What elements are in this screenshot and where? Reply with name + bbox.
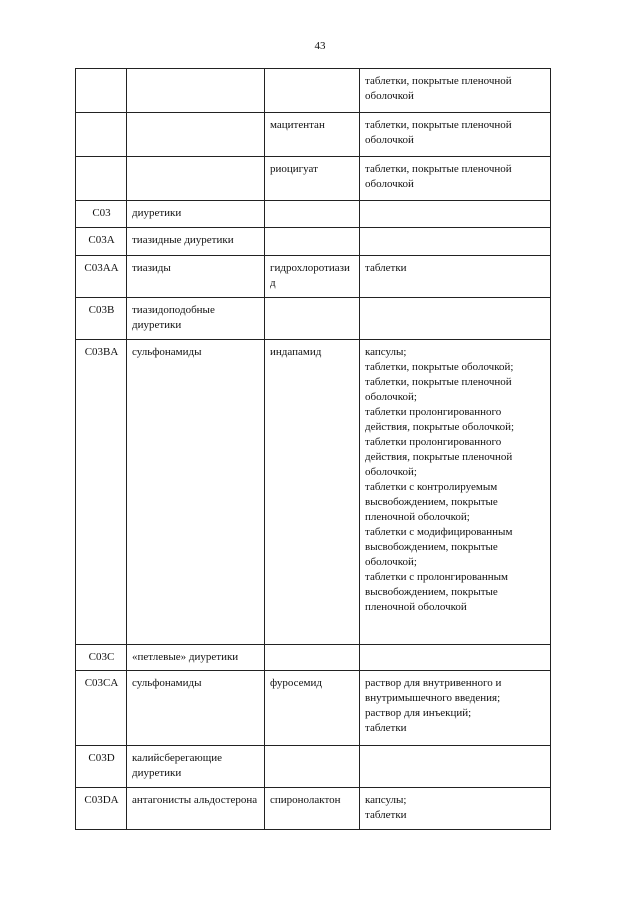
substance-cell: фуросемид bbox=[265, 671, 360, 746]
dosage-forms-cell bbox=[360, 298, 551, 340]
dosage-form-line: таблетки, покрытые оболочкой; bbox=[365, 361, 514, 373]
table-row bbox=[76, 256, 551, 298]
atc-group-name-cell: тиазидные диуретики bbox=[127, 228, 265, 256]
dosage-forms-cell bbox=[360, 157, 551, 201]
atc-code-cell: C03B bbox=[76, 298, 127, 340]
atc-code-cell bbox=[76, 157, 127, 201]
dosage-form-line: таблетки, покрытые пленочной оболочкой bbox=[365, 163, 512, 190]
table-row bbox=[76, 645, 551, 671]
dosage-form-line: таблетки bbox=[365, 809, 407, 821]
dosage-forms-cell bbox=[360, 645, 551, 671]
dosage-form-line: таблетки, покрытые пленочной оболочкой bbox=[365, 119, 512, 146]
dosage-form-line: таблетки с модифицированным высвобождением, покрытые оболочкой; bbox=[365, 526, 513, 568]
atc-group-name-cell: тиазидоподобные диуретики bbox=[127, 298, 265, 340]
dosage-form-line: капсулы; bbox=[365, 346, 407, 358]
dosage-form-line: раствор для внутривенного и внутримышечного введения; bbox=[365, 677, 502, 704]
atc-group-name-cell: антагонисты альдостерона bbox=[127, 788, 265, 830]
drug-table-body bbox=[76, 69, 551, 830]
dosage-forms-cell bbox=[360, 340, 551, 645]
table-row bbox=[76, 69, 551, 113]
substance-cell: гидрохлоротиазид bbox=[265, 256, 360, 298]
dosage-form-line: раствор для инъекций; bbox=[365, 707, 472, 719]
dosage-forms-cell bbox=[360, 256, 551, 298]
dosage-forms-cell bbox=[360, 201, 551, 228]
table-row bbox=[76, 113, 551, 157]
dosage-forms-cell bbox=[360, 788, 551, 830]
dosage-form-line: таблетки с пролонгированным высвобождением, покрытые пленочной оболочкой bbox=[365, 571, 509, 613]
substance-cell bbox=[265, 201, 360, 228]
substance-cell: риоцигуат bbox=[265, 157, 360, 201]
atc-code-cell: C03C bbox=[76, 645, 127, 671]
dosage-form-line: таблетки bbox=[365, 722, 407, 734]
atc-group-name-cell: «петлевые» диуретики bbox=[127, 645, 265, 671]
substance-cell: спиронолактон bbox=[265, 788, 360, 830]
substance-cell: мацитентан bbox=[265, 113, 360, 157]
dosage-forms-cell bbox=[360, 69, 551, 113]
atc-group-name-cell: диуретики bbox=[127, 201, 265, 228]
substance-cell bbox=[265, 645, 360, 671]
table-row bbox=[76, 671, 551, 746]
atc-group-name-cell bbox=[127, 69, 265, 113]
atc-group-name-cell bbox=[127, 113, 265, 157]
table-row bbox=[76, 201, 551, 228]
atc-code-cell: C03CA bbox=[76, 671, 127, 746]
dosage-form-line: таблетки, покрытые пленочной оболочкой bbox=[365, 75, 512, 102]
atc-group-name-cell: калийсберегающие диуретики bbox=[127, 746, 265, 788]
substance-cell bbox=[265, 298, 360, 340]
dosage-forms-cell bbox=[360, 228, 551, 256]
atc-group-name-cell: тиазиды bbox=[127, 256, 265, 298]
dosage-forms-cell bbox=[360, 671, 551, 746]
substance-cell bbox=[265, 228, 360, 256]
atc-code-cell: C03DA bbox=[76, 788, 127, 830]
atc-code-cell bbox=[76, 69, 127, 113]
dosage-forms-cell bbox=[360, 746, 551, 788]
atc-code-cell: C03A bbox=[76, 228, 127, 256]
substance-cell bbox=[265, 69, 360, 113]
atc-code-cell: C03AA bbox=[76, 256, 127, 298]
dosage-form-line: таблетки пролонгированного действия, покрытые оболочкой; bbox=[365, 406, 515, 433]
table-row bbox=[76, 298, 551, 340]
table-row bbox=[76, 788, 551, 830]
dosage-form-line: таблетки bbox=[365, 262, 407, 274]
dosage-form-line: таблетки, покрытые пленочной оболочкой; bbox=[365, 376, 512, 403]
table-row bbox=[76, 157, 551, 201]
atc-code-cell: C03D bbox=[76, 746, 127, 788]
dosage-forms-cell bbox=[360, 113, 551, 157]
atc-code-cell: C03 bbox=[76, 201, 127, 228]
substance-cell: индапамид bbox=[265, 340, 360, 645]
dosage-form-line: капсулы; bbox=[365, 794, 407, 806]
page-number: 43 bbox=[314, 40, 326, 52]
atc-group-name-cell: сульфонамиды bbox=[127, 671, 265, 746]
table-row bbox=[76, 340, 551, 645]
substance-cell bbox=[265, 746, 360, 788]
atc-group-name-cell bbox=[127, 157, 265, 201]
atc-code-cell bbox=[76, 113, 127, 157]
drug-table bbox=[75, 68, 551, 830]
atc-group-name-cell: сульфонамиды bbox=[127, 340, 265, 645]
table-row bbox=[76, 746, 551, 788]
table-row bbox=[76, 228, 551, 256]
atc-code-cell: C03BA bbox=[76, 340, 127, 645]
dosage-form-line: таблетки пролонгированного действия, покрытые пленочной оболочкой; bbox=[365, 436, 513, 478]
dosage-form-line: таблетки с контролируемым высвобождением, покрытые пленочной оболочкой; bbox=[365, 481, 498, 523]
